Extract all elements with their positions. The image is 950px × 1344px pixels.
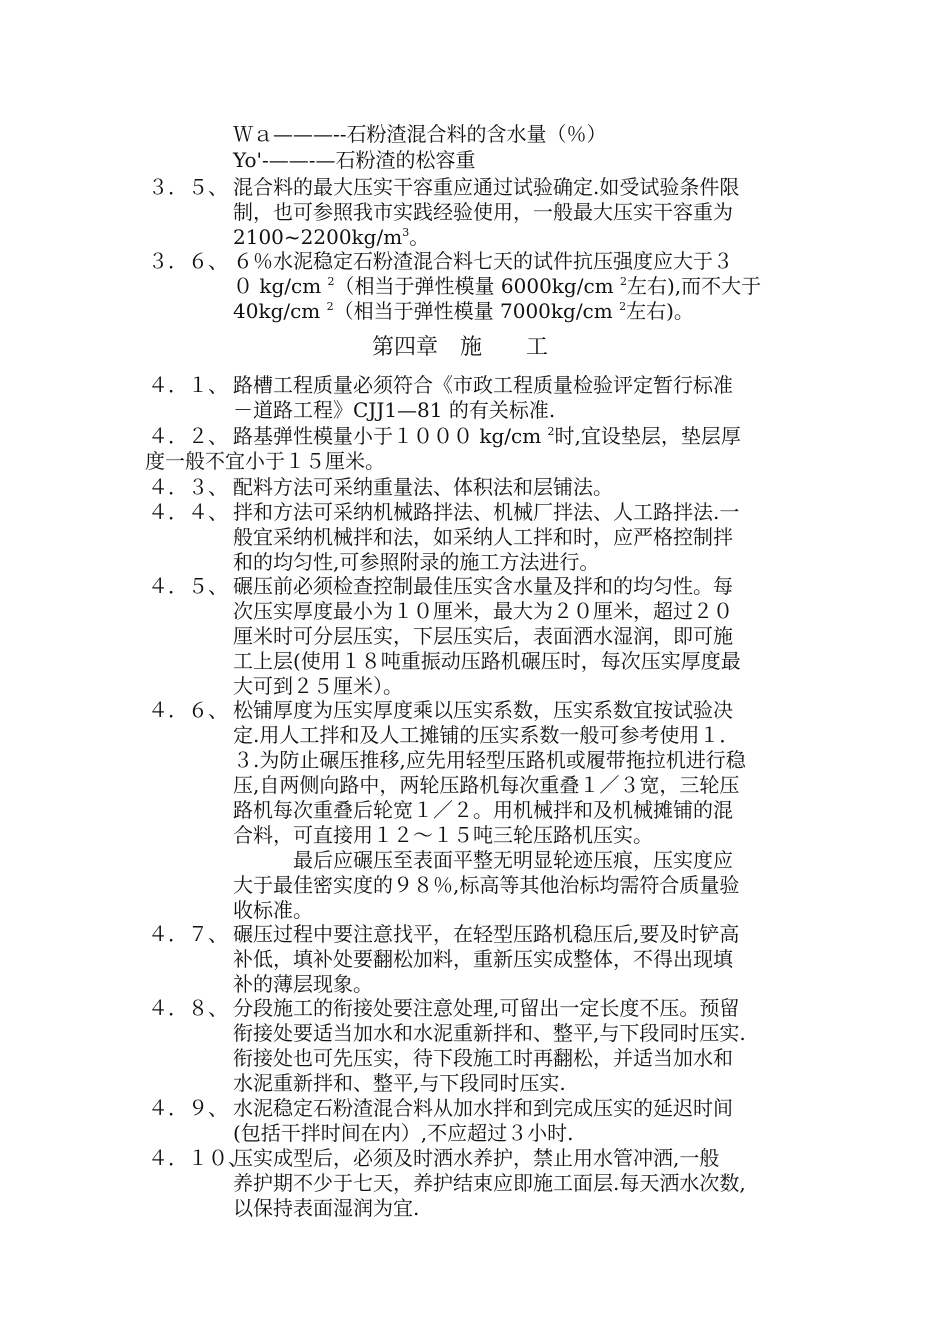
clause-text-s410-line-1: 压实成型后，必须及时洒水养护，禁止用水管冲洒,一般 [233, 1146, 720, 1170]
clause-number-s45: ４．５、 [148, 574, 228, 598]
clause-number-s35: ３．５、 [148, 175, 228, 199]
clause-text-s46-line-3: ３.为防止碾压推移,应先用轻型压路机或履带拖拉机进行稳 [233, 748, 746, 772]
clause-number-s41: ４．１、 [148, 373, 228, 397]
clause-number-s49: ４．９、 [148, 1096, 228, 1120]
clause-text-s42-line-1: 路基弹性模量小于１０００ kg/cm $^2$时,宜设垫层，垫层厚 [233, 424, 741, 448]
clause-text-s45-line-4: 工上层(使用１８吨重振动压路机碾压时，每次压实厚度最 [233, 649, 741, 673]
clause-text-s48-line-1: 分段施工的衔接处要注意处理,可留出一定长度不压。预留 [233, 996, 740, 1020]
clause-text-s36-line-1: ６％水泥稳定石粉渣混合料七天的试件抗压强度应大于３ [233, 249, 733, 273]
clause-number-s48: ４．８、 [148, 996, 228, 1020]
formula-definition-wa: Ｗａ———--石粉渣混合料的含水量（％） [233, 122, 607, 146]
clause-text-s46-line-9: 收标准。 [233, 898, 313, 922]
clause-text-s45-line-5: 大可到２５厘米）。 [233, 674, 403, 698]
clause-text-s43-line-1: 配料方法可采纳重量法、体积法和层铺法。 [233, 475, 613, 499]
clause-text-s41-line-1: 路槽工程质量必须符合《市政工程质量检验评定暂行标准 [233, 373, 733, 397]
clause-text-s36-line-3: 40kg/cm $^2$（相当于弹性模量 7000kg/cm $^2$左右)。 [233, 299, 694, 323]
clause-text-s46-line-2: 定.用人工拌和及人工摊铺的压实系数一般可参考使用１． [233, 723, 740, 747]
clause-text-s35-line-2: 制，也可参照我市实践经验使用，一般最大压实干容重为 [233, 200, 733, 224]
clause-text-s49-line-1: 水泥稳定石粉渣混合料从加水拌和到完成压实的延迟时间 [233, 1096, 733, 1120]
clause-text-s48-line-2: 衔接处要适当加水和水泥重新拌和、整平,与下段同时压实. [233, 1021, 746, 1045]
clause-text-s36-line-2: ０ kg/cm $^2$（相当于弹性模量 6000kg/cm $^2$左右),而不大于 [233, 274, 762, 298]
clause-number-s46: ４．６、 [148, 698, 228, 722]
clause-text-s48-line-3: 衔接处也可先压实，待下段施工时再翻松，并适当加水和 [233, 1046, 733, 1070]
clause-number-s43: ４．３、 [148, 475, 228, 499]
clause-text-s46-line-6: 合料，可直接用１２～１５吨三轮压路机压实。 [233, 823, 653, 847]
chapter-title: 第四章 施 工 [372, 335, 549, 360]
clause-text-s41-line-2: －道路工程》CJJ1—81 的有关标准. [233, 398, 556, 422]
clause-text-s410-line-3: 以保持表面湿润为宜. [233, 1196, 420, 1220]
clause-number-s36: ３．６、 [148, 249, 228, 273]
clause-text-s46-line-4: 压,自两侧向路中，两轮压路机每次重叠１／３宽，三轮压 [233, 773, 740, 797]
clause-text-s45-line-2: 次压实厚度最小为１０厘米，最大为２０厘米，超过２０ [233, 599, 733, 623]
clause-number-s42: ４．２、 [148, 424, 228, 448]
clause-text-s47-line-2: 补低，填补处要翻松加料，重新压实成整体，不得出现填 [233, 947, 733, 971]
clause-text-s35-line-3: $2100\sim 2200kg/m^3$。 [233, 225, 430, 249]
clause-text-s44-line-3: 和的均匀性,可参照附录的施工方法进行。 [233, 550, 600, 574]
clause-text-s46-line-1: 松铺厚度为压实厚度乘以压实系数，压实系数宜按试验决 [233, 698, 733, 722]
clause-text-s46-line-7: 最后应碾压至表面平整无明显轮迹压痕，压实度应 [233, 848, 733, 872]
clause-text-s42-continuation: 度一般不宜小于１５厘米。 [145, 449, 385, 473]
clause-text-s46-line-5: 路机每次重叠后轮宽１／２。用机械拌和及机械摊铺的混 [233, 798, 733, 822]
clause-text-s35-line-1: 混合料的最大压实干容重应通过试验确定.如受试验条件限 [233, 175, 740, 199]
clause-number-s47: ４．７、 [148, 922, 228, 946]
clause-text-s48-line-4: 水泥重新拌和、整平,与下段同时压实. [233, 1071, 566, 1095]
clause-text-s44-line-2: 般宜采纳机械拌和法，如采纳人工拌和时，应严格控制拌 [233, 525, 733, 549]
clause-number-s44: ４．４、 [148, 500, 228, 524]
clause-text-s45-line-3: 厘米时可分层压实，下层压实后，表面洒水湿润，即可施 [233, 624, 733, 648]
clause-text-s44-line-1: 拌和方法可采纳机械路拌法、机械厂拌法、人工路拌法.一 [233, 500, 740, 524]
clause-text-s49-line-2: (包括干拌时间在内）,不应超过３小时. [233, 1121, 574, 1145]
clause-text-s410-line-2: 养护期不少于七天，养护结束应即施工面层.每天洒水次数, [233, 1171, 746, 1195]
clause-number-s410: ４．１０、 [148, 1146, 248, 1170]
formula-definition-yo: Yo'-——-—石粉渣的松容重 [233, 148, 476, 172]
clause-text-s47-line-1: 碾压过程中要注意找平，在轻型压路机稳压后,要及时铲高 [233, 922, 740, 946]
clause-text-s46-line-8: 大于最佳密实度的９８％,标高等其他治标均需符合质量验 [233, 873, 740, 897]
clause-text-s47-line-3: 补的薄层现象。 [233, 972, 373, 996]
clause-text-s45-line-1: 碾压前必须检查控制最佳压实含水量及拌和的均匀性。每 [233, 574, 733, 598]
